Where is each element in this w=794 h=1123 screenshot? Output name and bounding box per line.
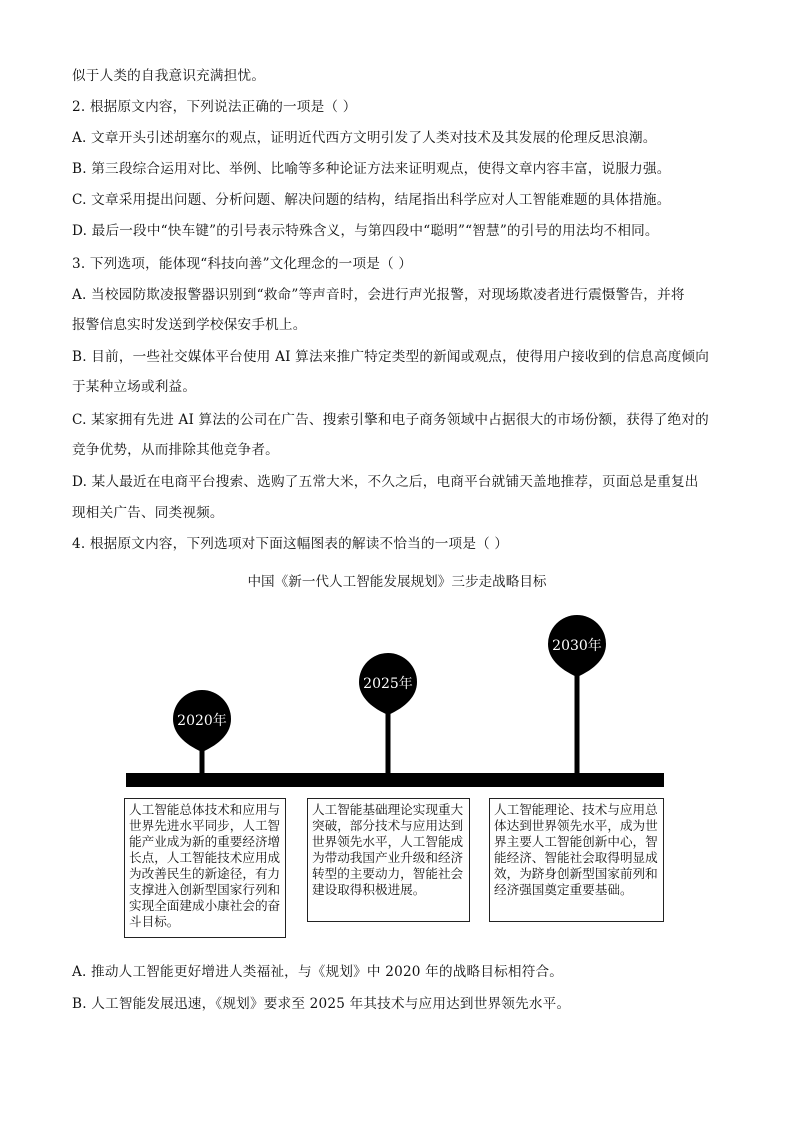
question-3: 3. 下列选项，能体现“科技向善”文化理念的一项是（ ） [72, 256, 413, 272]
option-2c: C. 文章采用提出问题、分析问题、解决问题的结构，结尾指出科学应对人工智能难题的具体措施。 [72, 192, 671, 208]
option-3d-cont: 现相关广告、同类视频。 [72, 505, 224, 521]
milestone-year-label: 2025年 [363, 676, 413, 692]
option-3a-cont: 报警信息实时发送到学校保安手机上。 [72, 317, 307, 333]
option-3a: A. 当校园防欺凌报警器识别到“救命”等声音时，会进行声光报警，对现场欺凌者进行震慑警告，并将 [72, 287, 685, 303]
option-3b-cont: 于某种立场或利益。 [72, 379, 197, 395]
question-4: 4. 根据原文内容，下列选项对下面这幅图表的解读不恰当的一项是（ ） [72, 536, 509, 552]
milestone-2030-marker [548, 615, 606, 773]
option-2a: A. 文章开头引述胡塞尔的观点，证明近代西方文明引发了人类对技术及其发展的伦理反思浪潮。 [72, 130, 657, 146]
milestone-2020-text: 人工智能总体技术和应用与世界先进水平同步，人工智能产业成为新的重要经济增长点，人工智能技术应用成为改善民生的新途径，有力支撑进入创新型国家行列和实现全面建成小康社会的奋斗目标。 [124, 798, 286, 938]
milestone-2025-text: 人工智能基础理论实现重大突破，部分技术与应用达到世界领先水平，人工智能成为带动我国产业升级和经济转型的主要动力，智能社会建设取得积极进展。 [307, 798, 470, 922]
timeline-bar [126, 773, 664, 787]
option-3d: D. 某人最近在电商平台搜索、选购了五常大米，不久之后，电商平台就铺天盖地推荐，页面总是重复出 [72, 474, 699, 490]
option-3c: C. 某家拥有先进 AI 算法的公司在广告、搜索引擎和电子商务领域中占据很大的市场份额，获得了绝对的 [72, 412, 709, 428]
option-2b: B. 第三段综合运用对比、举例、比喻等多种论证方法来证明观点，使得文章内容丰富，说服力强。 [72, 161, 671, 177]
question-2: 2. 根据原文内容，下列说法正确的一项是（ ） [72, 99, 357, 115]
milestone-year-label: 2020年 [177, 713, 227, 729]
figure-title: 中国《新一代人工智能发展规划》三步走战略目标 [247, 574, 547, 590]
milestone-year-label: 2030年 [552, 638, 602, 654]
milestone-2030-text: 人工智能理论、技术与应用总体达到世界领先水平，成为世界主要人工智能创新中心，智能经济、智能社会取得明显成效，为跻身创新型国家前列和经济强国奠定重要基础。 [489, 798, 664, 922]
option-2d: D. 最后一段中“快车键”的引号表示特殊含义，与第四段中“聪明”“智慧”的引号的用法均不相同。 [72, 223, 659, 239]
option-4a: A. 推动人工智能更好增进人类福祉，与《规划》中 2020 年的战略目标相符合。 [72, 964, 564, 980]
option-3b: B. 目前，一些社交媒体平台使用 AI 算法来推广特定类型的新闻或观点，使得用户接收到的信息高度倾向 [72, 349, 709, 365]
milestone-2025-marker [359, 653, 417, 773]
option-3c-cont: 竞争优势，从而排除其他竞争者。 [72, 442, 279, 458]
text-line: 似于人类的自我意识充满担忧。 [72, 68, 266, 84]
milestone-2020-marker [173, 690, 231, 773]
timeline-graphic [0, 600, 794, 800]
option-4b: B. 人工智能发展迅速，《规划》要求至 2025 年其技术与应用达到世界领先水平。 [72, 996, 571, 1012]
